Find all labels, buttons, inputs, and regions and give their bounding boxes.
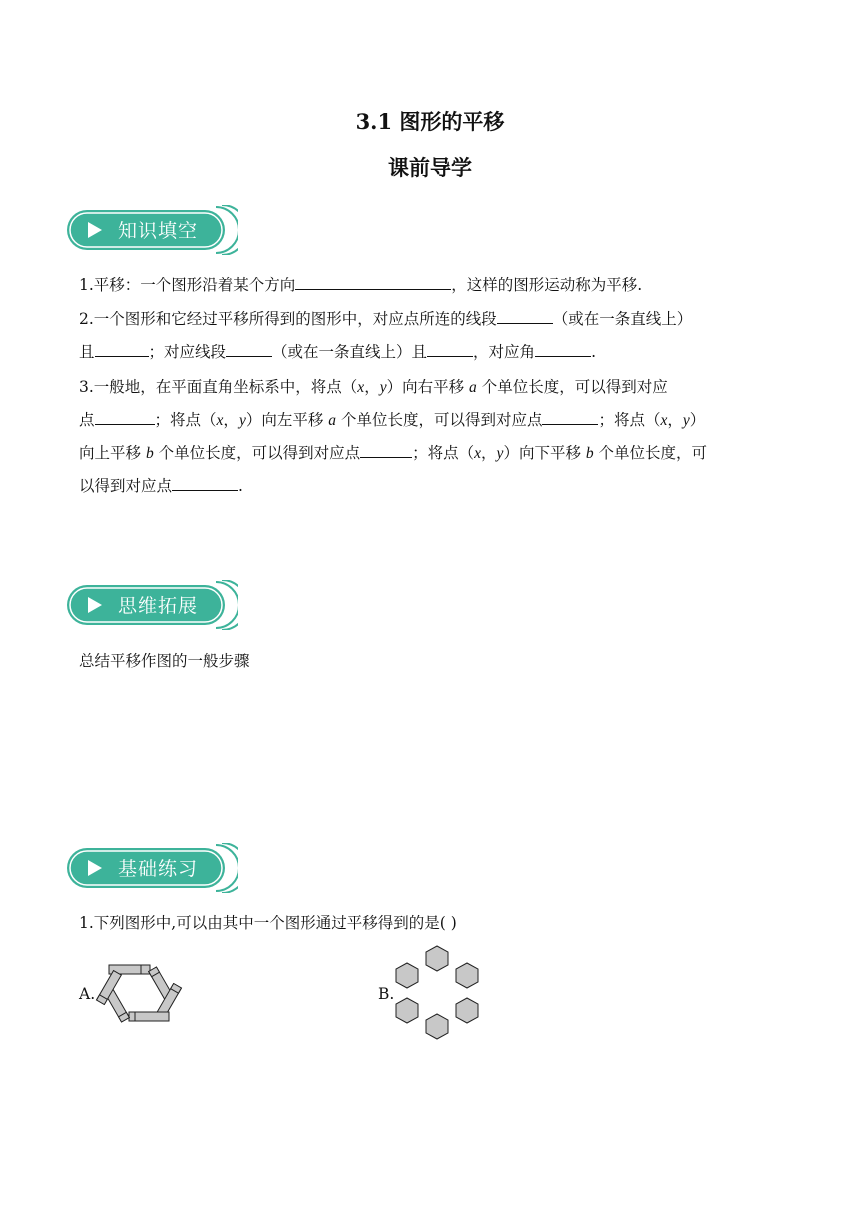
q2-text-b: （或在一条直线上） [552,310,693,328]
q3-comma: ， [481,444,497,462]
var-y: y [379,379,387,396]
q3-comma: ， [364,378,380,396]
q3-text: ；将点（ [412,444,475,462]
q3-comma: ， [223,411,239,429]
q3-text: 3.一般地，在平面直角坐标系中，将点（ [79,378,358,396]
section-banner-practice [66,843,238,893]
var-y: y [496,445,504,462]
answer-blank[interactable] [427,338,473,357]
answer-blank[interactable] [360,439,412,458]
option-b-figure [391,943,483,1043]
q3-text: 个单位长度，可 [593,444,708,462]
q3-text: 个单位长度，可以得到对应点 [336,411,543,429]
q3-paren: ） [689,411,706,429]
banner-label: 基础练习 [118,858,199,880]
answer-blank[interactable] [535,338,591,357]
answer-blank[interactable] [226,338,272,357]
var-y: y [238,412,246,429]
var-b: b [145,445,154,462]
q3-text: 点 [79,411,95,429]
q3-text: ；将点（ [154,411,217,429]
q3-text: ）向左平移 [245,411,329,429]
play-icon [88,222,102,238]
q1-text-a: 1.平移：一个图形沿着某个方向 [79,276,296,294]
var-a: a [328,412,337,429]
q3-text: 个单位长度，可以得到对应 [476,378,668,396]
q3-text: ）向下平移 [503,444,586,462]
answer-blank[interactable] [295,271,451,290]
fill-q3 [79,371,789,503]
answer-blank[interactable] [95,338,149,357]
banner-label: 知识填空 [118,220,199,242]
q2-text-g: . [591,343,596,361]
q3-text: ；将点（ [598,411,661,429]
document-subtitle: 课前导学 [388,155,472,180]
thinking-text: 总结平移作图的一般步骤 [79,652,250,670]
option-b-label: B. [378,985,395,1003]
var-a: a [469,379,477,396]
var-x: x [660,412,668,429]
answer-blank[interactable] [172,472,238,491]
q2-text-a: 2.一个图形和它经过平移所得到的图形中，对应点所连的线段 [79,310,497,328]
practice-q1: 1.下列图形中,可以由其中一个图形通过平移得到的是( ) [79,914,457,932]
q3-text: . [238,477,243,495]
var-y: y [682,412,690,429]
answer-blank[interactable] [497,305,553,324]
q3-text: 个单位长度，可以得到对应点 [153,444,361,462]
document-title: 3.1 图形的平移 [355,109,505,134]
section-banner-thinking [66,580,238,630]
q3-text: ）向右平移 [386,378,470,396]
answer-blank[interactable] [95,406,155,425]
var-x: x [216,412,224,429]
fill-q1 [79,269,779,302]
option-a-label: A. [79,985,96,1003]
banner-label: 思维拓展 [118,595,199,617]
var-x: x [357,379,365,396]
answer-blank[interactable] [542,406,598,425]
var-x: x [474,445,482,462]
q2-text-e: （或在一条直线上）且 [272,343,428,361]
q2-text-f: ，对应角 [473,343,536,361]
q2-text-c: 且 [79,343,95,361]
option-a-figure [92,950,184,1036]
play-icon [88,860,102,876]
q1-text-b: ，这样的图形运动称为平移. [451,276,643,294]
section-banner-knowledge [66,205,238,255]
q3-text: 以得到对应点 [79,477,173,495]
q3-comma: ， [667,411,683,429]
q2-text-d: ；对应线段 [148,343,227,361]
q3-text: 向上平移 [79,444,146,462]
play-icon [88,597,102,613]
var-b: b [585,445,594,462]
fill-q2 [79,303,779,369]
